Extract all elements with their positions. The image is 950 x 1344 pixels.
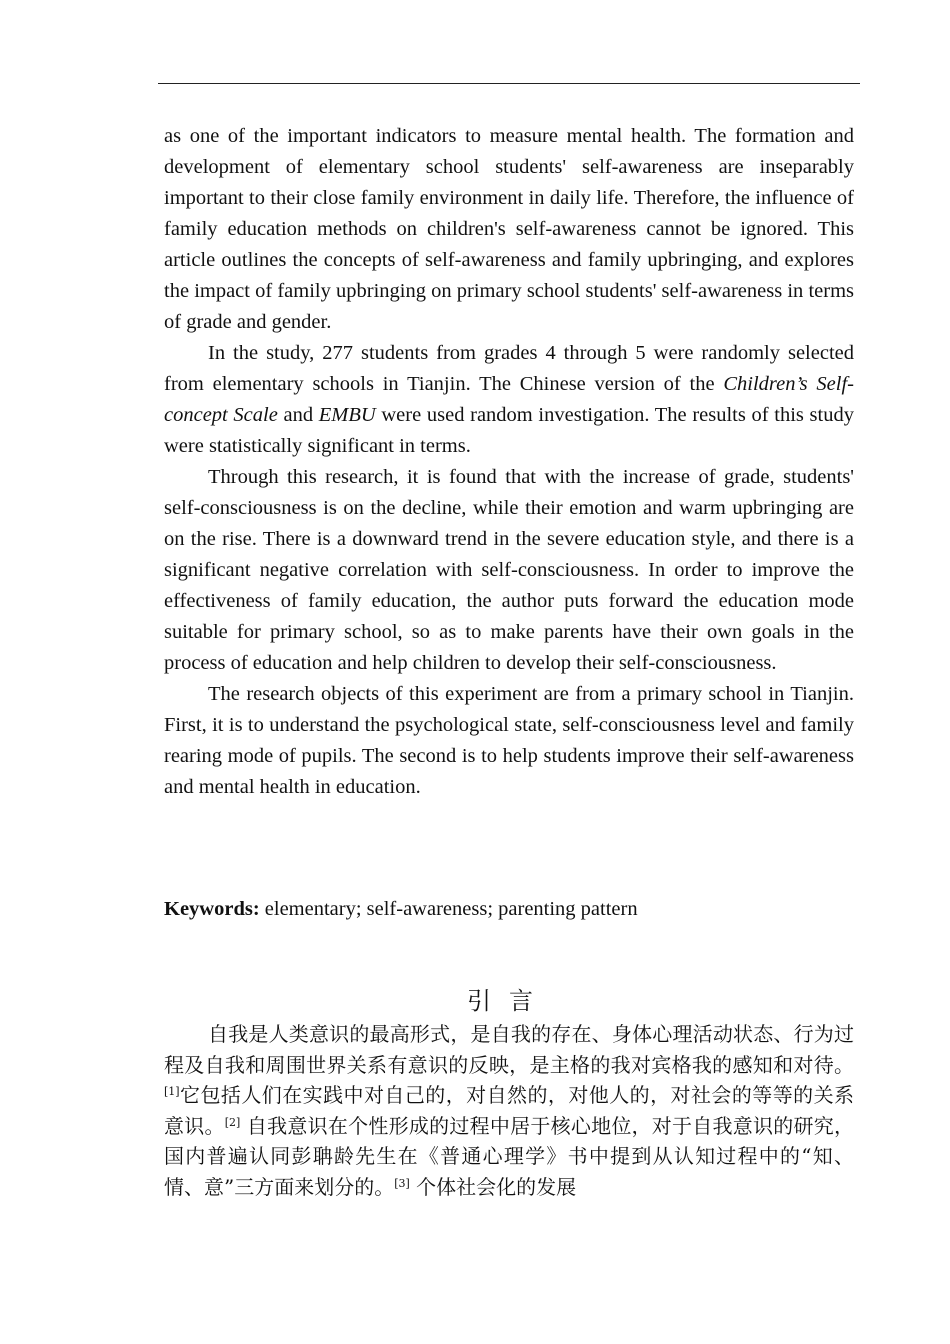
- abstract-paragraph-2: [164, 338, 854, 462]
- citation: [3]: [394, 1176, 410, 1190]
- paragraph-text: In the study, 277 students from grades 4 through 5 were randomly selected from elementary schools in Tianjin. The Chinese version of the: [164, 342, 854, 395]
- scale-name: Children’s Self-concept Scale: [164, 373, 854, 426]
- abstract-paragraph-3: Through this research, it is found that with the increase of grade, students' self-consciousness is on the decline, while their emotion and warm upbringing are on the rise. There is a downward trend in the severe education style, and there is a significant negative correlation with self-consciousness. In order to improve the effectiveness of family education, the author puts forward the education mode suitable for primary school, so as to make parents have their own goals in the process of education and help children to develop their self-consciousness.: [164, 466, 854, 674]
- abstract-paragraph-1: as one of the important indicators to measure mental health. The formation and development of elementary school students' self-awareness are inseparably important to their close family environment in daily life. Therefore, the influence of family education methods on children's self-awareness cannot be ignored. This article outlines the concepts of self-awareness and family upbringing, and explores the impact of family upbringing on primary school students' self-awareness in terms of grade and gender.: [164, 125, 854, 333]
- citation: [1]: [164, 1085, 180, 1098]
- intro-text: 个体社会化的发展: [409, 1174, 577, 1199]
- abstract-paragraph-4: The research objects of this experiment are from a primary school in Tianjin. First, it is to understand the psychological state, self-consciousness level and family rearing mode of pupils. The second is to help students improve their self-awareness and mental health in education.: [164, 683, 854, 798]
- keywords-text: elementary; self-awareness; parenting pattern: [259, 898, 638, 920]
- intro-paragraph: [164, 1019, 854, 1202]
- intro-text: 自我意识在个性形成的过程中居于核心地位，对于自我意识的研究，国内普遍认同彭聃龄先生在《普通心理学》书中提到从认知过程中的“知、情、意”三方面来划分的。: [164, 1113, 855, 1199]
- scale-name: EMBU: [318, 404, 376, 426]
- section-heading: 引言: [467, 987, 551, 1015]
- keywords-line: [164, 894, 854, 925]
- header-rule: [158, 83, 860, 84]
- paragraph-text: and: [277, 404, 319, 426]
- paragraph-text: were used random investigation. The results of this study were statistically significant in terms.: [164, 404, 854, 457]
- keywords-label: Keywords:: [164, 898, 260, 920]
- intro-text: 自我是人类意识的最高形式，是自我的存在、身体心理活动状态、行为过程及自我和周围世界关系有意识的反映，是主格的我对宾格我的感知和对待。: [164, 1022, 854, 1077]
- intro-text: 它包括人们在实践中对自己的，对自然的，对他人的，对社会的等等的关系意识。: [164, 1083, 854, 1138]
- citation: [2]: [224, 1115, 241, 1129]
- abstract-body: [164, 121, 854, 803]
